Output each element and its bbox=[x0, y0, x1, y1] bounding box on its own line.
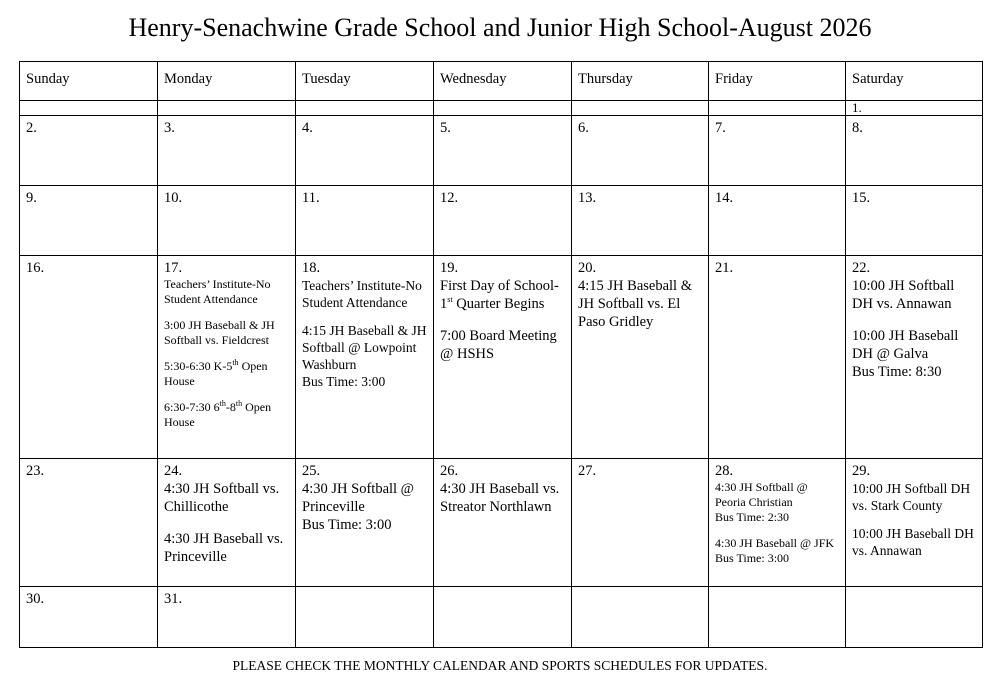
day-cell-1 bbox=[846, 101, 983, 116]
day-number: 24. bbox=[164, 463, 183, 479]
day-cell-28 bbox=[709, 459, 846, 587]
day-number: 5. bbox=[440, 120, 451, 136]
day-cell-18 bbox=[296, 256, 434, 459]
day-number: 16. bbox=[26, 260, 45, 276]
day-number: 11. bbox=[302, 190, 320, 206]
day-cell-10 bbox=[158, 186, 296, 256]
event-text: 4:30 JH Baseball vs. Princeville bbox=[164, 531, 284, 565]
day-cell-23 bbox=[20, 459, 158, 587]
weekday-header: Sunday bbox=[20, 62, 158, 101]
week-row bbox=[20, 459, 983, 587]
event-text: 6:30-7:30 6th-8th Open House bbox=[164, 399, 272, 429]
day-cell-13 bbox=[572, 186, 709, 256]
weekday-header: Wednesday bbox=[434, 62, 572, 101]
day-number: 17. bbox=[164, 260, 183, 276]
day-number: 21. bbox=[715, 260, 734, 276]
event-text: 4:15 JH Baseball & JH Softball vs. El Paso Gridley bbox=[578, 278, 692, 330]
weekday-header: Thursday bbox=[572, 62, 709, 101]
day-number: 3. bbox=[164, 120, 175, 136]
day-cell-25 bbox=[296, 459, 434, 587]
day-number: 23. bbox=[26, 463, 45, 479]
weekday-header: Tuesday bbox=[296, 62, 434, 101]
day-number: 12. bbox=[440, 190, 459, 206]
day-cell-6 bbox=[572, 116, 709, 186]
day-number: 8. bbox=[852, 120, 863, 136]
event-text: 10:00 JH Baseball DH vs. Annawan bbox=[852, 526, 974, 558]
event-text: First Day of School-1st Quarter Begins bbox=[440, 278, 559, 312]
day-number: 4. bbox=[302, 120, 313, 136]
day-cell-empty bbox=[846, 587, 983, 648]
event-text: 4:30 JH Softball @ Princeville bbox=[302, 481, 415, 515]
day-number: 14. bbox=[715, 190, 734, 206]
day-cell-31 bbox=[158, 587, 296, 648]
weekday-header-row bbox=[20, 62, 983, 101]
day-number: 19. bbox=[440, 260, 459, 276]
event-text: Bus Time: 3:00 bbox=[715, 551, 790, 565]
day-cell-22 bbox=[846, 256, 983, 459]
event-text: Bus Time: 8:30 bbox=[852, 364, 942, 380]
event-text: Bus Time: 3:00 bbox=[302, 374, 386, 389]
weekday-header: Monday bbox=[158, 62, 296, 101]
event-text: 4:30 JH Baseball @ JFK bbox=[715, 536, 835, 550]
update-notice: PLEASE CHECK THE MONTHLY CALENDAR AND SPORTS SCHEDULES FOR UPDATES. bbox=[232, 658, 768, 673]
week-row bbox=[20, 587, 983, 648]
weekday-header: Saturday bbox=[846, 62, 983, 101]
day-cell-16 bbox=[20, 256, 158, 459]
day-cell-26 bbox=[434, 459, 572, 587]
event-text: 10:00 JH Softball DH vs. Annawan bbox=[852, 278, 955, 312]
event-text: Teachers’ Institute-No Student Attendance bbox=[302, 278, 422, 310]
day-number: 7. bbox=[715, 120, 726, 136]
day-number: 31. bbox=[164, 591, 183, 607]
day-cell-27 bbox=[572, 459, 709, 587]
week-row bbox=[20, 186, 983, 256]
day-number: 25. bbox=[302, 463, 321, 479]
day-cell-21 bbox=[709, 256, 846, 459]
event-text: 7:00 Board Meeting @ HSHS bbox=[440, 328, 557, 362]
event-text: Teachers’ Institute-No Student Attendance bbox=[164, 277, 271, 306]
week-row bbox=[20, 116, 983, 186]
day-cell-15 bbox=[846, 186, 983, 256]
day-cell-9 bbox=[20, 186, 158, 256]
day-cell-29 bbox=[846, 459, 983, 587]
calendar-title: Henry-Senachwine Grade School and Junior High School-August 2026 bbox=[128, 13, 872, 42]
event-text: 10:00 JH Softball DH vs. Stark County bbox=[852, 481, 971, 513]
event-text: 3:00 JH Baseball & JH Softball vs. Fieldcrest bbox=[164, 318, 275, 347]
day-cell-30 bbox=[20, 587, 158, 648]
day-cell-empty bbox=[709, 101, 846, 116]
day-number: 18. bbox=[302, 260, 321, 276]
day-cell-24 bbox=[158, 459, 296, 587]
event-text: 4:15 JH Baseball & JH Softball @ Lowpoint Washburn bbox=[302, 323, 427, 372]
day-cell-19 bbox=[434, 256, 572, 459]
event-text: 5:30-6:30 K-5th Open House bbox=[164, 358, 268, 388]
day-cell-empty bbox=[296, 101, 434, 116]
day-cell-empty bbox=[572, 101, 709, 116]
event-text: Bus Time: 3:00 bbox=[302, 517, 392, 533]
day-cell-14 bbox=[709, 186, 846, 256]
day-number: 1. bbox=[852, 100, 862, 115]
event-text: Bus Time: 2:30 bbox=[715, 510, 790, 524]
event-text: 4:30 JH Baseball vs. Streator Northlawn bbox=[440, 481, 560, 515]
event-text: 4:30 JH Softball @ Peoria Christian bbox=[715, 480, 808, 509]
day-number: 20. bbox=[578, 260, 597, 276]
day-number: 26. bbox=[440, 463, 459, 479]
calendar-grid bbox=[19, 61, 983, 648]
weekday-header: Friday bbox=[709, 62, 846, 101]
day-cell-empty bbox=[709, 587, 846, 648]
day-cell-5 bbox=[434, 116, 572, 186]
day-number: 15. bbox=[852, 190, 871, 206]
day-number: 6. bbox=[578, 120, 589, 136]
week-row bbox=[20, 256, 983, 459]
day-cell-empty bbox=[296, 587, 434, 648]
day-cell-7 bbox=[709, 116, 846, 186]
day-number: 28. bbox=[715, 463, 734, 479]
day-number: 10. bbox=[164, 190, 183, 206]
day-cell-empty bbox=[572, 587, 709, 648]
event-text: 10:00 JH Baseball DH @ Galva bbox=[852, 328, 959, 362]
day-cell-empty bbox=[434, 101, 572, 116]
day-cell-empty bbox=[434, 587, 572, 648]
day-cell-17 bbox=[158, 256, 296, 459]
day-cell-11 bbox=[296, 186, 434, 256]
week-row bbox=[20, 101, 983, 116]
day-cell-12 bbox=[434, 186, 572, 256]
day-cell-empty bbox=[20, 101, 158, 116]
day-cell-8 bbox=[846, 116, 983, 186]
day-cell-4 bbox=[296, 116, 434, 186]
day-number: 22. bbox=[852, 260, 871, 276]
day-number: 29. bbox=[852, 463, 871, 479]
day-cell-empty bbox=[158, 101, 296, 116]
day-number: 30. bbox=[26, 591, 45, 607]
day-cell-3 bbox=[158, 116, 296, 186]
day-cell-20 bbox=[572, 256, 709, 459]
event-text: 4:30 JH Softball vs. Chillicothe bbox=[164, 481, 280, 515]
day-number: 9. bbox=[26, 190, 37, 206]
day-number: 27. bbox=[578, 463, 597, 479]
day-number: 2. bbox=[26, 120, 37, 136]
day-number: 13. bbox=[578, 190, 597, 206]
day-cell-2 bbox=[20, 116, 158, 186]
